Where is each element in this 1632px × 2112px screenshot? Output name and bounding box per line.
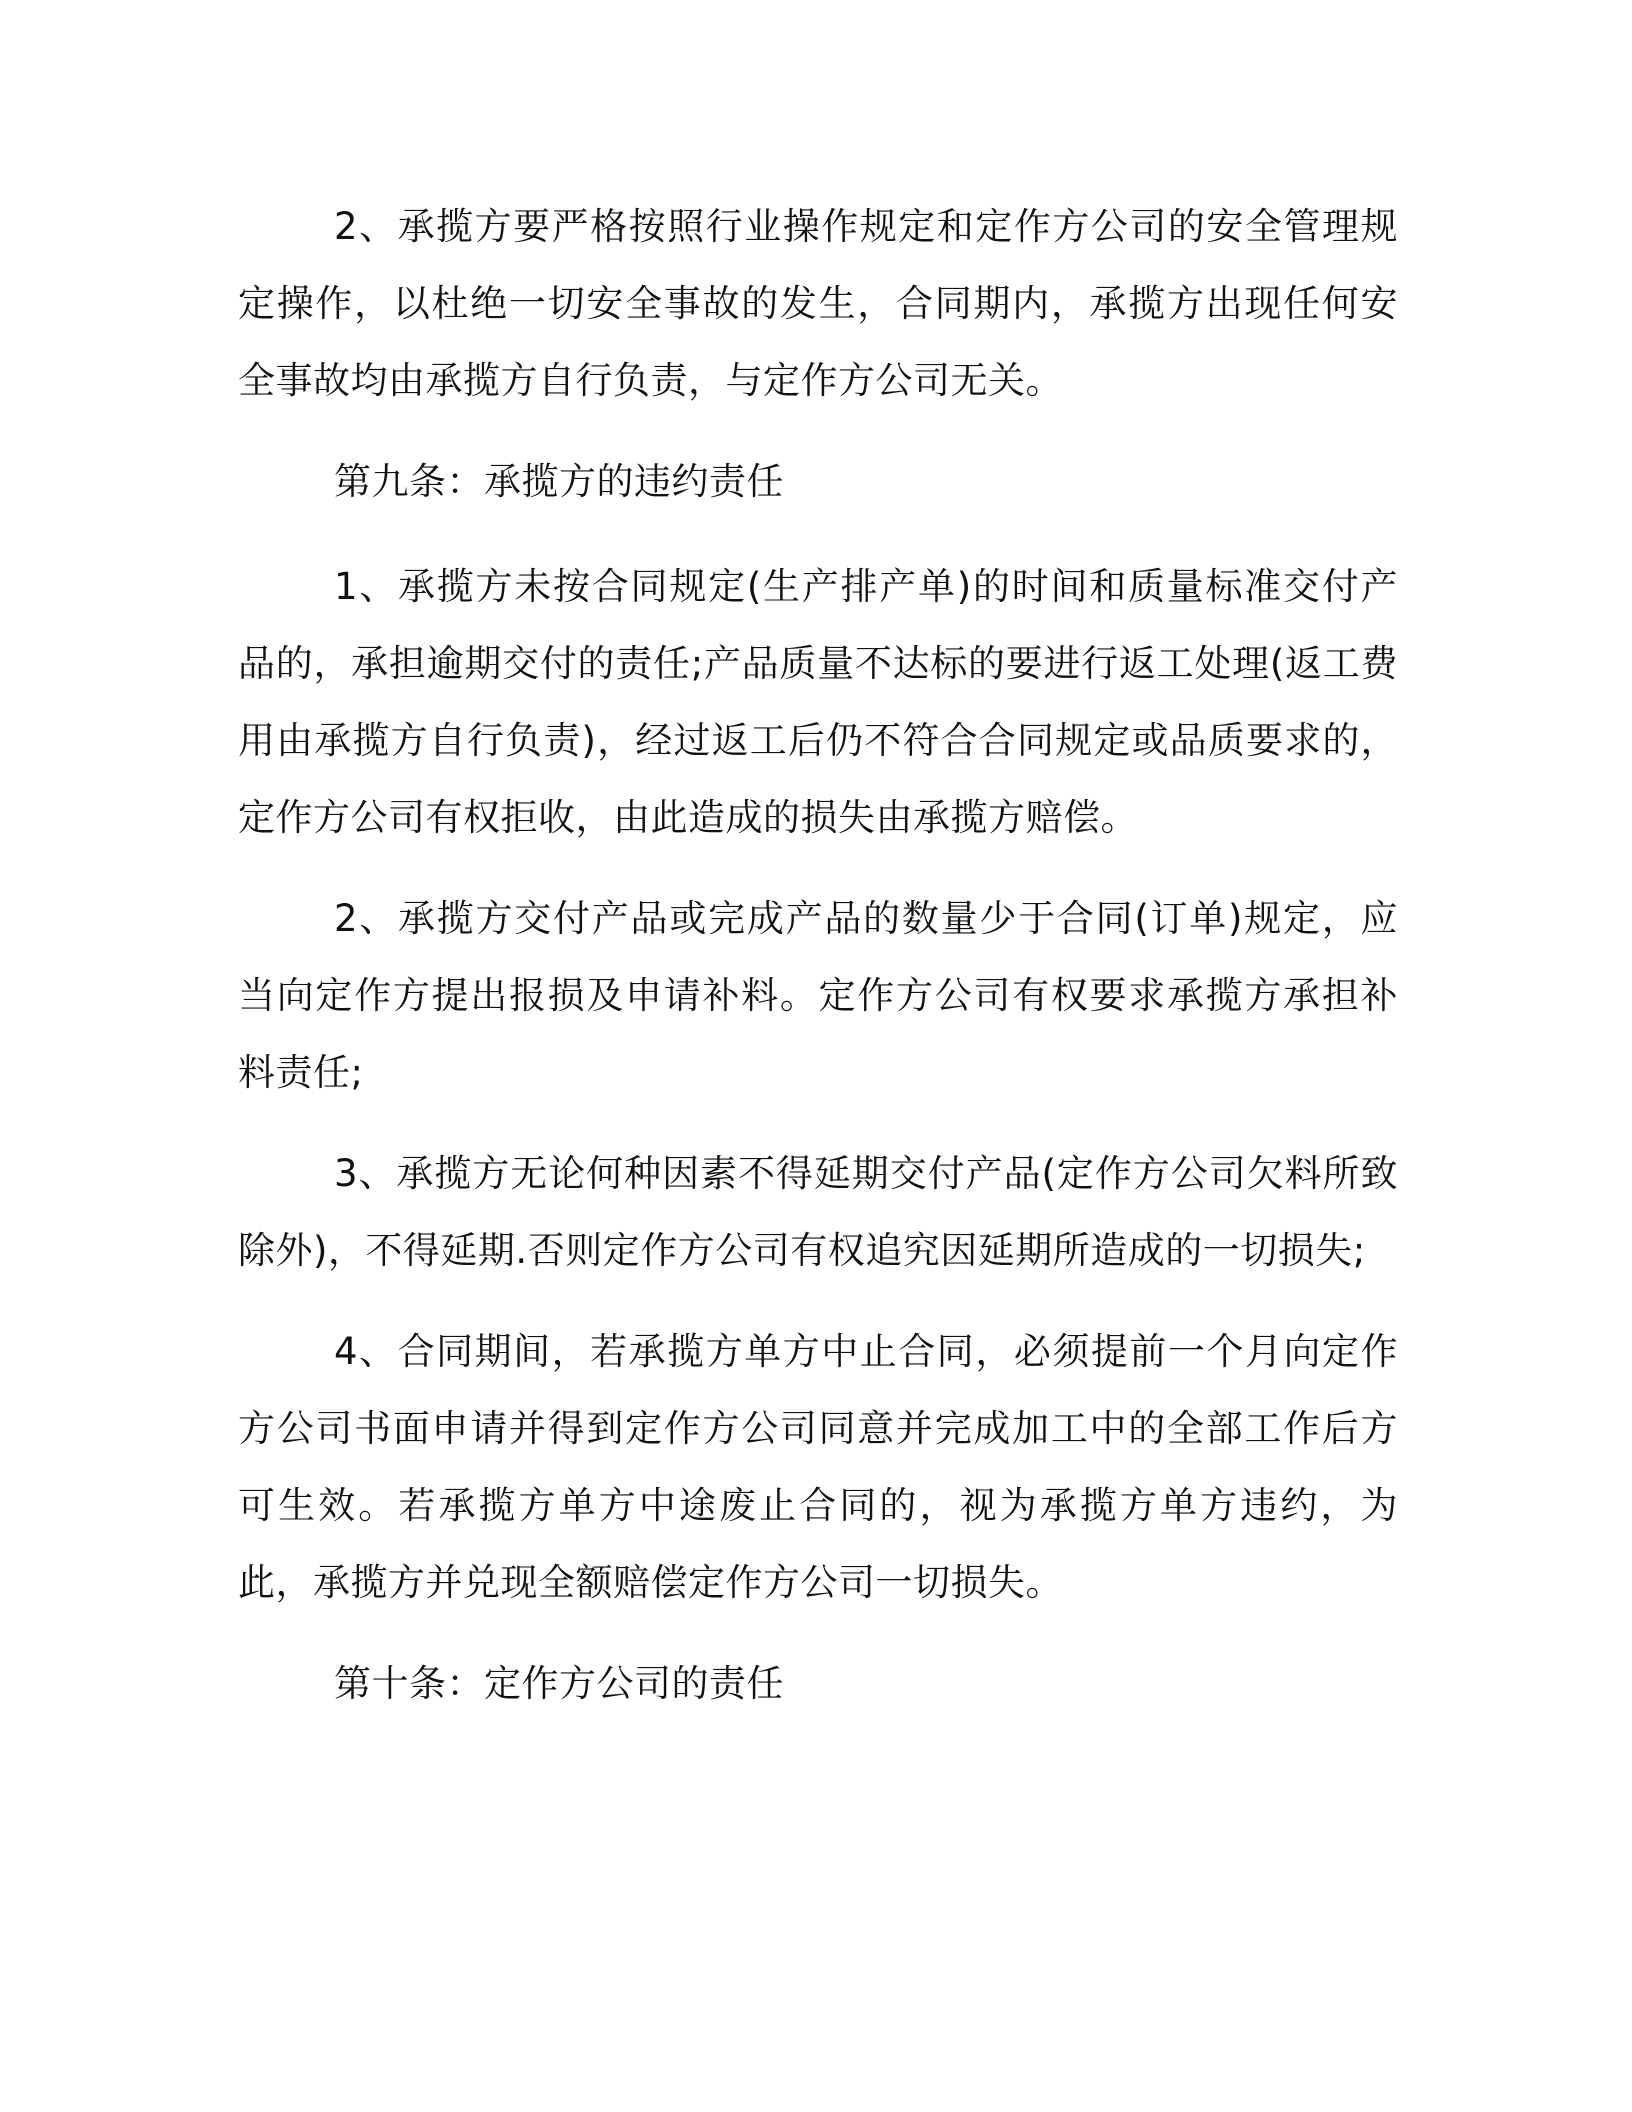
paragraph-quantity-shortage: 2、承揽方交付产品或完成产品的数量少于合同(订单)规定，应当向定作方提出报损及申请补料。定作方公司有权要求承揽方承担补料责任; <box>238 897 1398 1094</box>
document-body <box>238 188 1398 1750</box>
paragraph-no-delay: 3、承揽方无论何种因素不得延期交付产品(定作方公司欠料所致除外)，不得延期.否则定作方公司有权追究因延期所造成的一切损失; <box>238 1152 1398 1272</box>
paragraph-safety-operation: 2、承揽方要严格按照行业操作规定和定作方公司的安全管理规定操作，以杜绝一切安全事故的发生，合同期内，承揽方出现任何安全事故均由承揽方自行负责，与定作方公司无关。 <box>238 205 1398 402</box>
paragraph-contract-termination: 4、合同期间，若承揽方单方中止合同，必须提前一个月向定作方公司书面申请并得到定作方公司同意并完成加工中的全部工作后方可生效。若承揽方单方中途废止合同的，视为承揽方单方违约，为此，承揽方并兑现全额赔偿定作方公司一切损失。 <box>238 1330 1398 1604</box>
paragraph-late-delivery: 1、承揽方未按合同规定(生产排产单)的时间和质量标准交付产品的，承担逾期交付的责任;产品质量不达标的要进行返工处理(返工费用由承揽方自行负责)，经过返工后仍不符合合同规定或品质要求的，定作方公司有权拒收，由此造成的损失由承揽方赔偿。 <box>238 565 1398 839</box>
heading-article-9: 第九条：承揽方的违约责任 <box>334 460 784 503</box>
heading-article-10: 第十条：定作方公司的责任 <box>334 1662 784 1705</box>
